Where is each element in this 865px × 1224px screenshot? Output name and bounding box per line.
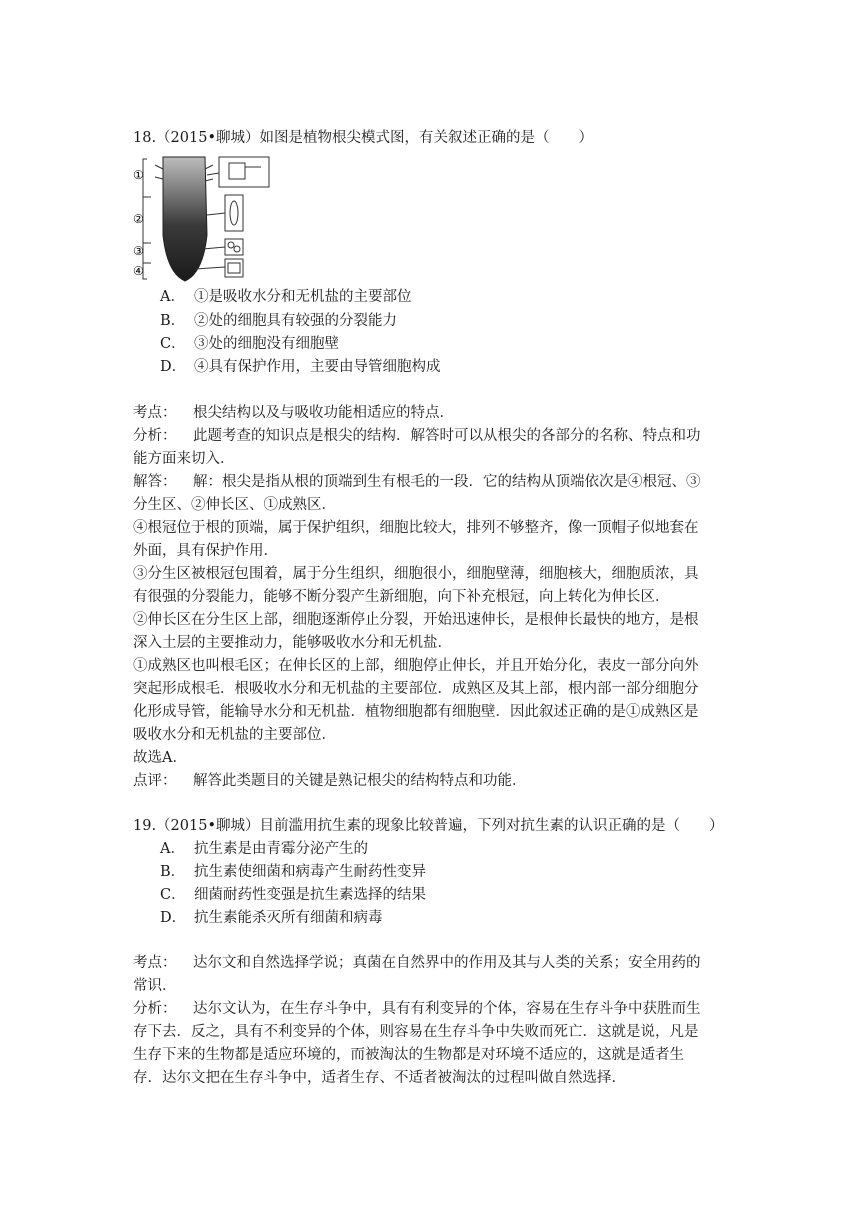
figure-label-1: ① xyxy=(133,168,144,182)
q18-dianping xyxy=(133,771,527,791)
q18-jieda-line: ③分生区被根冠包围着，属于分生组织，细胞很小，细胞壁薄，细胞核大，细胞质浓，具 xyxy=(133,566,699,582)
q18-jieda-line: 有很强的分裂能力，能够不断分裂产生新细胞，向下补充根冠，向上转化为伸长区． xyxy=(133,589,670,605)
option-text: ①是吸收水分和无机盐的主要部位 xyxy=(194,289,412,305)
figure-label-3: ③ xyxy=(133,244,144,258)
q18-answer: 故选A． xyxy=(133,750,187,766)
jieda-text: 解：根尖是指从根的顶端到生有根毛的一段．它的结构从顶端依次是④根冠、③ xyxy=(193,474,701,490)
q18-jieda-line: 吸收水分和无机盐的主要部位． xyxy=(133,727,336,743)
fenxi-text: 此题考查的知识点是根尖的结构．解答时可以从根尖的各部分的名称、特点和功 xyxy=(193,428,701,444)
option-letter: C． xyxy=(160,887,186,903)
option-letter: A． xyxy=(160,289,185,305)
q18-jieda-line: 突起形成根毛．根吸收水分和无机盐的主要部位．成熟区及其上部，根内部一部分细胞分 xyxy=(133,681,699,697)
q18-option-b xyxy=(160,311,397,331)
q19-option-a xyxy=(160,839,368,859)
q18-option-a xyxy=(160,287,412,307)
fenxi-label: 分析： xyxy=(133,428,177,444)
q18-jieda-line: ②伸长区在分生区上部，细胞逐渐停止分裂，开始迅速伸长，是根伸长最快的地方，是根 xyxy=(133,612,699,628)
option-letter: A． xyxy=(160,841,185,857)
dianping-label: 点评： xyxy=(133,773,177,789)
q18-jieda xyxy=(133,472,701,492)
fenxi-text: 达尔文认为，在生存斗争中，具有有利变异的个体，容易在生存斗争中获胜而生 xyxy=(193,1001,701,1017)
option-text: 细菌耐药性变强是抗生素选择的结果 xyxy=(194,887,426,903)
kaodian-text: 根尖结构以及与吸收功能相适应的特点． xyxy=(193,405,454,421)
q19-fenxi-line: 存下去．反之，具有不利变异的个体，则容易在生存斗争中失败而死亡．这就是说，凡是 xyxy=(133,1024,699,1040)
q18-kaodian xyxy=(133,403,454,423)
kaodian-text: 达尔文和自然选择学说；真菌在自然界中的作用及其与人类的关系；安全用药的 xyxy=(193,955,701,971)
option-text: ④具有保护作用，主要由导管细胞构成 xyxy=(194,359,441,375)
q18-jieda-line: ④根冠位于根的顶端，属于保护组织，细胞比较大，排列不够整齐，像一顶帽子似地套在 xyxy=(133,520,699,536)
option-text: 抗生素能杀灭所有细菌和病毒 xyxy=(194,910,383,926)
q18-option-d xyxy=(160,357,441,377)
q18-stem: 18.（2015•聊城）如图是植物根尖模式图，有关叙述正确的是（ ） xyxy=(133,130,594,146)
q18-fenxi xyxy=(133,426,701,446)
option-text: ③处的细胞没有细胞壁 xyxy=(194,336,339,352)
q19-stem: 19.（2015•聊城）目前滥用抗生素的现象比较普遍，下列对抗生素的认识正确的是（ ） xyxy=(133,818,724,834)
q19-kaodian-line: 常识． xyxy=(133,978,177,994)
root-tip-figure xyxy=(133,155,273,285)
option-letter: D． xyxy=(160,910,187,926)
q19-option-b xyxy=(160,862,426,882)
q19-fenxi xyxy=(133,999,701,1019)
figure-label-4: ④ xyxy=(133,264,144,278)
figure-label-2: ② xyxy=(133,212,144,226)
q18-jieda-line: 深入土层的主要推动力，能够吸收水分和无机盐． xyxy=(133,635,452,651)
jieda-label: 解答： xyxy=(133,474,177,490)
q18-jieda-line: ①成熟区也叫根毛区；在伸长区的上部，细胞停止伸长，并且开始分化，表皮一部分向外 xyxy=(133,658,699,674)
q19-fenxi-line: 生存下来的生物都是适应环境的，而被淘汰的生物都是对环境不适应的，这就是适者生 xyxy=(133,1047,684,1063)
q18-jieda-line: 外面，具有保护作用． xyxy=(133,543,278,559)
kaodian-label: 考点： xyxy=(133,955,177,971)
q19-option-c xyxy=(160,885,426,905)
kaodian-label: 考点： xyxy=(133,405,177,421)
option-text: 抗生素是由青霉分泌产生的 xyxy=(194,841,368,857)
fenxi-label: 分析： xyxy=(133,1001,177,1017)
q19-kaodian xyxy=(133,953,701,973)
option-letter: B． xyxy=(160,864,186,880)
q19-fenxi-line: 存．达尔文把在生存斗争中，适者生存、不适者被淘汰的过程叫做自然选择． xyxy=(133,1070,626,1086)
q18-fenxi-line: 能方面来切入． xyxy=(133,451,235,467)
q18-option-c xyxy=(160,334,339,354)
option-letter: D． xyxy=(160,359,187,375)
q19-option-d xyxy=(160,908,383,928)
option-letter: C． xyxy=(160,336,186,352)
q18-jieda-line: 分生区、②伸长区、①成熟区． xyxy=(133,497,336,513)
option-text: ②处的细胞具有较强的分裂能力 xyxy=(194,313,397,329)
option-text: 抗生素使细菌和病毒产生耐药性变异 xyxy=(194,864,426,880)
q18-jieda-line: 化形成导管，能输导水分和无机盐．植物细胞都有细胞壁．因此叙述正确的是①成熟区是 xyxy=(133,704,699,720)
dianping-text: 解答此类题目的关键是熟记根尖的结构特点和功能． xyxy=(193,773,527,789)
option-letter: B． xyxy=(160,313,186,329)
